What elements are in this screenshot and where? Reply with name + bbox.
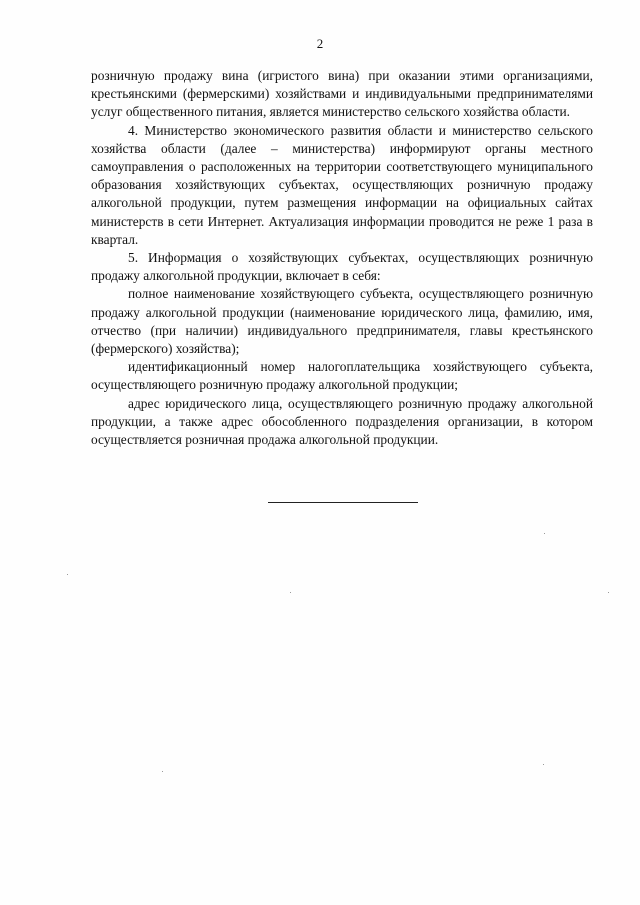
paragraph-inn: идентификационный номер налогоплательщика хозяйствующего субъекта, осуществляющего розничную продажу алкогольной продукции; [91,359,593,393]
page-number: 2 [316,36,324,51]
paragraph-address: адрес юридического лица, осуществляющего розничную продажу алкогольной продукции, а также адрес обособленного подразделения организации, в котором осуществляется розничная продажа алкогольной продукции. [91,395,593,448]
scan-speck [162,771,163,772]
scan-speck [608,592,609,593]
document-body [91,67,593,449]
scan-speck [290,592,291,593]
scan-speck [67,574,68,575]
paragraph-item-4: 4. Министерство экономического развития области и министерство сельского хозяйства области (далее – министерства) информируют органы местного самоуправления о расположенных на территории соответствующего муниципального образования хозяйствующих субъектах, осуществляющих розничную продажу алкогольной продукции, путем размещения информации на официальных сайтах министерств в сети Интернет. Актуализация информации проводится не реже 1 раза в квартал. [91,122,593,247]
paragraph-full-name: полное наименование хозяйствующего субъекта, осуществляющего розничную продажу алкогольной продукции (наименование юридического лица, фамилию, имя, отчество (при наличии) индивидуального предпринимателя, главы крестьянского (фермерского) хозяйства); [91,286,593,357]
paragraph-continuation: розничную продажу вина (игристого вина) при оказании этими организациями, крестьянскими (фермерскими) хозяйствами и индивидуальными предпринимателями услуг общественного питания, является министерство сельского хозяйства области. [91,68,593,120]
paragraph-item-5: 5. Информация о хозяйствующих субъектах, осуществляющих розничную продажу алкогольной продукции, включает в себя: [91,250,593,284]
scan-speck [544,533,545,534]
closing-divider-line [268,502,418,503]
scan-speck [543,764,544,765]
